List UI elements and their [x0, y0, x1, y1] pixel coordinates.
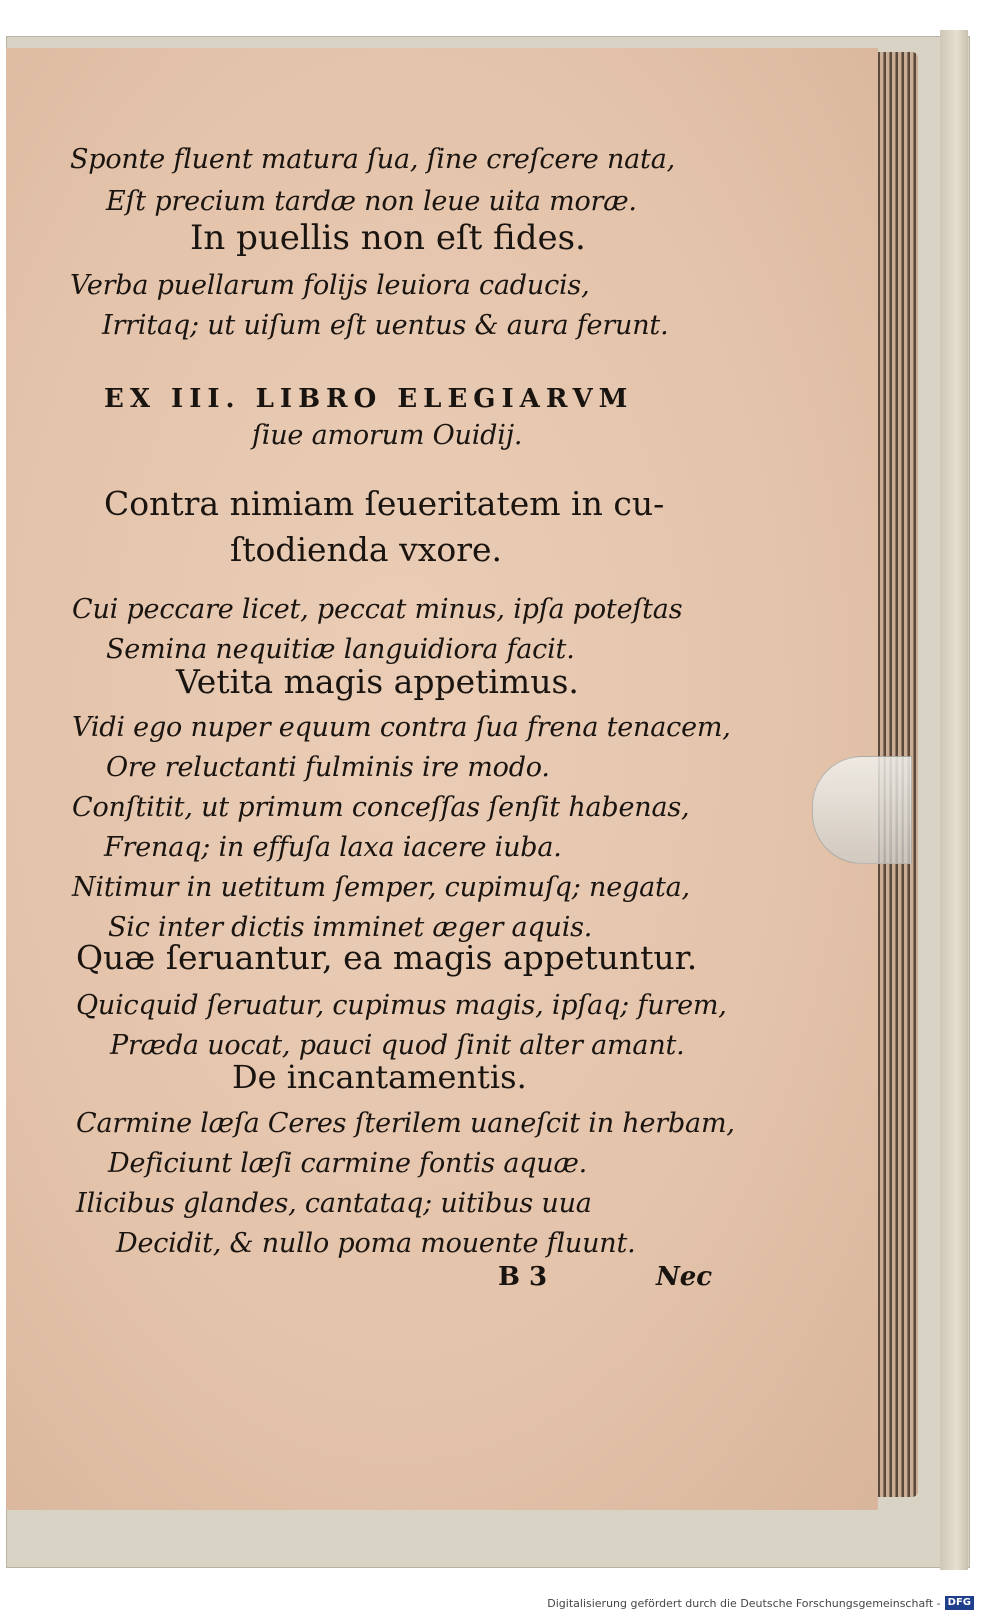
- digitization-credit: [547, 1594, 974, 1612]
- section-heading: ſtodienda vxore.: [230, 530, 503, 569]
- verse-line: Vidi ego nuper equum contra ſua frena tenacem,: [72, 712, 731, 743]
- verse-line: Frenaq; in effuſa laxa iacere iuba.: [104, 832, 562, 863]
- verse-line: Præda uocat, pauci quod ſinit alter amant.: [110, 1030, 685, 1061]
- verse-line: Nitimur in uetitum ſemper, cupimuſq; negata,: [72, 872, 690, 903]
- verse-line: Carmine læſa Ceres ſterilem uaneſcit in herbam,: [76, 1108, 735, 1139]
- section-heading: In puellis non eſt fides.: [190, 218, 586, 258]
- verse-line: Eſt precium tardæ non leue uita moræ.: [106, 186, 637, 217]
- verse-line: Sponte fluent matura ſua, ſine creſcere nata,: [70, 144, 675, 175]
- board-edge: [940, 30, 968, 1570]
- verse-line: Semina nequitiæ languidiora facit.: [106, 634, 575, 665]
- section-heading: Vetita magis appetimus.: [176, 662, 579, 701]
- page-clip: [812, 756, 912, 864]
- catchword: Nec: [656, 1262, 713, 1292]
- verse-line: Cui peccare licet, peccat minus, ipſa poteſtas: [72, 594, 683, 625]
- verse-line: Sic inter dictis imminet æger aquis.: [108, 912, 593, 943]
- section-heading: Quæ ſeruantur, ea magis appetuntur.: [76, 938, 698, 977]
- verse-line: Ore reluctanti fulminis ire modo.: [106, 752, 550, 783]
- book-subheading: ſiue amorum Ouidij.: [252, 420, 523, 451]
- verse-line: Irritaq; ut uiſum eſt uentus & aura ferunt.: [102, 310, 669, 341]
- section-heading: Contra nimiam ſeueritatem in cu-: [104, 484, 665, 523]
- verse-line: Ilicibus glandes, cantataq; uitibus uua: [76, 1188, 592, 1219]
- verse-line: Conſtitit, ut primum conceſſas ſenſit habenas,: [72, 792, 690, 823]
- book-page: [6, 48, 878, 1510]
- verse-line: Decidit, & nullo poma mouente fluunt.: [116, 1228, 636, 1259]
- section-heading: De incantamentis.: [232, 1058, 527, 1096]
- dfg-logo: DFG: [945, 1596, 974, 1610]
- verse-line: Quicquid ſeruatur, cupimus magis, ipſaq; furem,: [76, 990, 727, 1021]
- verse-line: Verba puellarum folijs leuiora caducis,: [70, 270, 590, 301]
- credit-text: Digitalisierung gefördert durch die Deutsche Forschungsgemeinschaft -: [547, 1596, 941, 1610]
- book-heading: EX III. LIBRO ELEGIARVM: [104, 384, 634, 414]
- verse-line: Deficiunt læſi carmine fontis aquæ.: [108, 1148, 588, 1179]
- signature-mark: B 3: [498, 1262, 548, 1292]
